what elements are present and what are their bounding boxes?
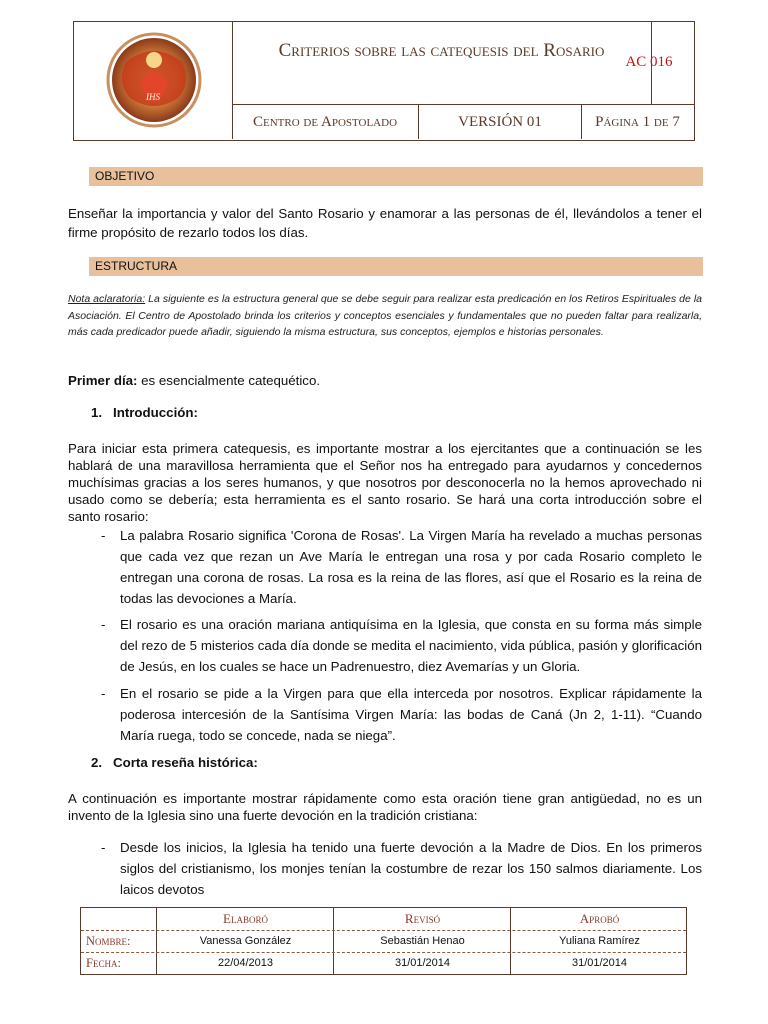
item-number: 2. [91, 755, 103, 770]
row-label-fecha: Fecha: [86, 956, 121, 970]
history-paragraph: A continuación es importante mostrar rápidamente como esta oración tiene gran antigüedad, no es un invento de la Iglesia sino una fuerte devoción en la tradición cristiana: [68, 791, 702, 823]
version-label: VERSIÓN 01 [419, 105, 582, 139]
intro-paragraph: Para iniciar esta primera catequesis, es importante mostrar a los ejercitantes que a continuación se les hablará de una maravillosa herramienta que el Señor nos ha entregado para ayudarnos y concedernos muchísimas gracias a los seres humanos, y que nosotros por desconocerla no la hemos aprovechado ni usado como se debería; esta herramienta es el santo rosario. Se hará una corta introducción sobre el santo rosario: [68, 441, 702, 524]
note-paragraph [68, 291, 702, 341]
bullet-dash: - [101, 528, 106, 543]
day-text: es esencialmente catequético. [137, 373, 321, 388]
note-label: Nota aclaratoria: [68, 293, 146, 305]
note-text: La siguiente es la estructura general que se debe seguir para realizar esta predicación en los Retiros Espirituales de la Asociación. El Centro de Apostolado brinda los criterios y conceptos esenciales y fundamentales que no pueden faltar para realizarla, más cada predicador puede añadir, siguiendo la misma estructura, sus conceptos, ejemplos e historias personales. [68, 293, 702, 338]
table-divider [156, 908, 157, 974]
document-title: Criterios sobre las catequesis del Rosario [278, 40, 605, 61]
page-number: Página 1 de 7 [595, 114, 680, 130]
organization-logo-icon [74, 22, 230, 138]
header-reviso: Revisó [404, 911, 441, 926]
day-label: Primer día: [68, 373, 138, 388]
name-reviso: Sebastián Henao [380, 935, 465, 947]
date-elaboro: 22/04/2013 [217, 957, 274, 969]
section-heading-estructura: ESTRUCTURA [89, 257, 703, 276]
bullet-dash: - [101, 686, 106, 701]
bullet-dash: - [101, 840, 106, 855]
header-info-row [232, 105, 693, 139]
document-header [73, 21, 695, 141]
day-line [68, 372, 702, 389]
section-heading-objetivo: OBJETIVO [89, 167, 703, 186]
document-code: AC 016 [625, 54, 673, 70]
row-label-nombre: Nombre: [86, 934, 131, 948]
list-item-text: El rosario es una oración mariana antiquísima en la Iglesia, que consta en su forma más simple del rezo de 5 misterios cada día donde se medita el nacimiento, vida pública, pasión y glorificación de Jesús, en los cuales se hace un Padrenuestro, diez Avemarías y un Gloria. [120, 617, 702, 674]
table-divider [333, 908, 334, 974]
item-title: Corta reseña histórica: [113, 755, 258, 770]
list-item [101, 683, 702, 746]
department-name: Centro de Apostolado [232, 105, 419, 139]
svg-text:IHS: IHS [146, 92, 160, 102]
header-aprobo: Aprobó [579, 911, 620, 926]
item-number: 1. [91, 405, 103, 420]
item-title: Introducción: [113, 405, 198, 420]
table-divider [510, 908, 511, 974]
numbered-heading-1 [91, 405, 198, 420]
date-reviso: 31/01/2014 [394, 957, 451, 969]
title-cell [232, 22, 652, 105]
name-elaboro: Vanessa González [199, 935, 292, 947]
numbered-heading-2 [91, 755, 258, 770]
list-item [101, 837, 702, 900]
list-item [101, 525, 702, 609]
objetivo-paragraph: Enseñar la importancia y valor del Santo Rosario y enamorar a las personas de él, llevándolos a tener el firme propósito de rezarlo todos los días. [68, 206, 702, 240]
date-aprobo: 31/01/2014 [571, 957, 628, 969]
list-item-text: La palabra Rosario significa 'Corona de Rosas'. La Virgen María ha revelado a muchas personas que cada vez que rezan un Ave María le entregan una rosa y por cada Rosario completo le entregan una corona de rosas. La rosa es la reina de las flores, así que el Rosario es la reina de todas las devociones a María. [120, 528, 702, 606]
list-item-text: En el rosario se pide a la Virgen para que ella interceda por nosotros. Explicar rápidamente la poderosa intercesión de la Santísima Virgen María: las bodas de Caná (Jn 2, 1-11). “Cuando María ruega, todo se concede, nada se niega”. [120, 686, 702, 743]
list-item [101, 614, 702, 677]
header-elaboro: Elaboró [223, 911, 268, 926]
list-item-text: Desde los inicios, la Iglesia ha tenido una fuerte devoción a la Madre de Dios. En los primeros siglos del cristianismo, los monjes tenían la costumbre de rezar los 150 salmos diariamente. Los laicos devotos [120, 840, 702, 897]
logo-cell [74, 22, 233, 139]
approval-table [80, 907, 687, 975]
bullet-dash: - [101, 617, 106, 632]
name-aprobo: Yuliana Ramírez [559, 935, 640, 947]
